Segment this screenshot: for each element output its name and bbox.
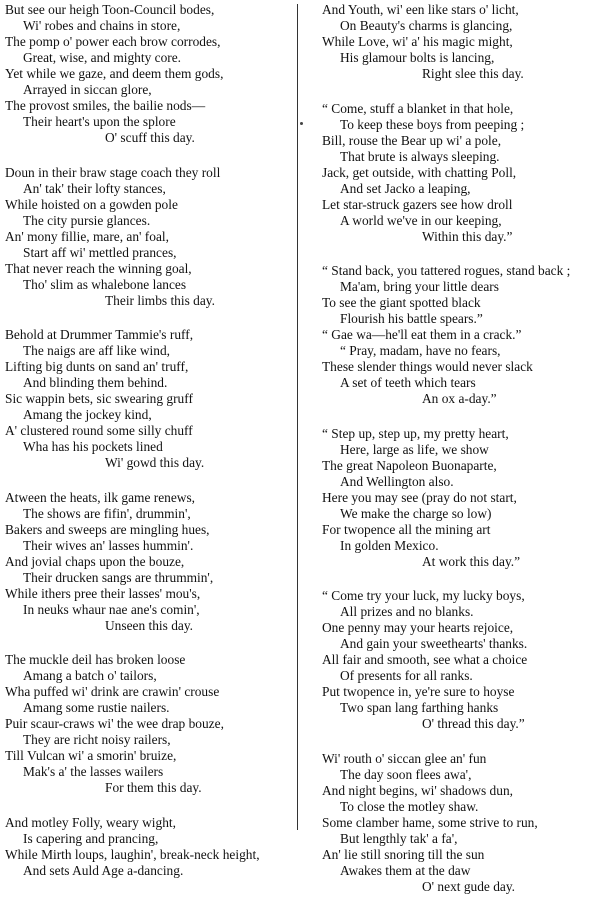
verse-line: Here, large as life, we show <box>340 441 489 457</box>
verse-line: And blinding them behind. <box>23 375 168 390</box>
left-column <box>5 2 285 897</box>
page-speck <box>300 122 303 125</box>
verse-line: Within this day.” <box>422 228 513 244</box>
right-column <box>322 2 596 913</box>
verse-line: Is capering and prancing, <box>23 830 159 846</box>
verse-line: We make the charge so low) <box>340 505 492 521</box>
verse-line: An' lie still snoring till the sun <box>322 846 485 862</box>
stanza <box>322 751 596 895</box>
verse-line: O' scuff this day. <box>105 130 195 145</box>
verse-line: Amang some rustie nailers. <box>23 700 170 715</box>
verse-line: While Mirth loups, laughin', break-neck height, <box>5 846 260 862</box>
verse-line: Here you may see (pray do not start, <box>322 489 517 505</box>
verse-line: To see the giant spotted black <box>322 295 481 310</box>
verse-line: And night begins, wi' shadows dun, <box>322 782 513 798</box>
verse-line: Arrayed in siccan glore, <box>23 82 152 97</box>
verse-line: While hoisted on a gowden pole <box>5 196 178 212</box>
verse-line: Unseen this day. <box>105 617 194 633</box>
verse-line: Bakers and sweeps are mingling hues, <box>5 521 210 537</box>
stanza <box>5 815 285 879</box>
verse-line: The naigs are aff like wind, <box>23 343 170 358</box>
verse-line: In neuks whaur nae ane's comin', <box>23 601 200 617</box>
verse-line: In golden Mexico. <box>340 537 439 553</box>
verse-line: O' next gude day. <box>422 878 516 894</box>
verse-line: All fair and smooth, see what a choice <box>322 652 528 667</box>
verse-line: For twopence all the mining art <box>322 521 491 537</box>
verse-line: Of presents for all ranks. <box>340 668 473 683</box>
verse-line: Start aff wi' mettled prances, <box>23 244 177 260</box>
verse-line: Puir scaur-craws wi' the wee drap bouze, <box>5 716 224 731</box>
verse-line: “ Gae wa—he'll eat them in a crack.” <box>322 327 522 342</box>
verse-line: Wha has his pockets lined <box>23 439 163 454</box>
verse-line: Sic wappin bets, sic swearing gruff <box>5 391 193 406</box>
verse-line: Till Vulcan wi' a smorin' bruize, <box>5 748 177 763</box>
verse-line: At work this day.” <box>422 553 521 569</box>
verse-line: Ma'am, bring your little dears <box>340 279 499 294</box>
verse-line: Lifting big dunts on sand an' truff, <box>5 359 189 374</box>
verse-line: Awakes them at the daw <box>340 862 471 878</box>
verse-line: And motley Folly, weary wight, <box>5 814 176 830</box>
verse-line: The city pursie glances. <box>23 212 151 228</box>
verse-line: While Love, wi' a' his magic might, <box>322 34 513 49</box>
verse-line: To keep these boys from peeping ; <box>340 116 525 132</box>
verse-line: One penny may your hearts rejoice, <box>322 620 514 635</box>
verse-line: And Wellington also. <box>340 473 454 489</box>
verse-line: “ Step up, step up, my pretty heart, <box>322 425 509 441</box>
stanza <box>322 426 596 570</box>
verse-line: “ Come, stuff a blanket in that hole, <box>322 100 514 116</box>
verse-line: Great, wise, and mighty core. <box>23 50 182 65</box>
verse-line: Two span lang farthing hanks <box>340 700 499 715</box>
verse-line: While ithers pree their lasses' mou's, <box>5 585 201 601</box>
verse-line: The provost smiles, the bailie nods— <box>5 98 206 113</box>
verse-line: All prizes and no blanks. <box>340 604 474 619</box>
verse-line: But lengthly tak' a fa', <box>340 830 458 846</box>
verse-line: Amang the jockey kind, <box>23 407 152 422</box>
stanza <box>322 263 596 407</box>
verse-line: Jack, get outside, with chatting Poll, <box>322 164 517 180</box>
stanza <box>5 165 285 309</box>
stanza <box>5 652 285 796</box>
verse-line: That never reach the winning goal, <box>5 260 192 276</box>
verse-line: Put twopence in, ye're sure to hoyse <box>322 684 515 699</box>
verse-line: Mak's a' the lasses wailers <box>23 764 164 779</box>
verse-line: “ Pray, madam, have no fears, <box>340 343 501 358</box>
verse-line: Their wives an' lasses hummin'. <box>23 537 194 553</box>
verse-line: An' mony fillie, mare, an' foal, <box>5 228 169 244</box>
stanza <box>5 490 285 634</box>
verse-line: A set of teeth which tears <box>340 375 476 390</box>
verse-line: Their limbs this day. <box>105 292 215 308</box>
verse-line: An ox a-day.” <box>422 391 497 406</box>
verse-line: Wi' routh o' siccan glee an' fun <box>322 750 487 766</box>
stanza <box>322 2 596 82</box>
verse-line: “ Come try your luck, my lucky boys, <box>322 588 525 603</box>
verse-line: The pomp o' power each brow corrodes, <box>5 34 221 49</box>
verse-line: “ Stand back, you tattered rogues, stand back ; <box>322 263 571 278</box>
verse-line: His glamour bolts is lancing, <box>340 50 495 65</box>
stanza <box>322 588 596 732</box>
verse-line: Bill, rouse the Bear up wi' a pole, <box>322 132 502 148</box>
verse-line: Flourish his battle spears.” <box>340 311 483 326</box>
stanza <box>5 2 285 146</box>
verse-line: That brute is always sleeping. <box>340 148 500 164</box>
verse-line: On Beauty's charms is glancing, <box>340 18 513 33</box>
verse-line: Atween the heats, ilk game renews, <box>5 489 196 505</box>
verse-line: And Youth, wi' een like stars o' licht, <box>322 2 519 17</box>
column-divider <box>297 4 298 830</box>
verse-line: Doun in their braw stage coach they roll <box>5 164 221 180</box>
verse-line: They are richt noisy railers, <box>23 732 171 747</box>
verse-line: Yet while we gaze, and deem them gods, <box>5 66 224 81</box>
verse-line: Their heart's upon the splore <box>23 114 176 129</box>
verse-line: To close the motley shaw. <box>340 798 479 814</box>
verse-line: Their drucken sangs are thrummin', <box>23 569 214 585</box>
verse-line: Wi' gowd this day. <box>105 455 205 470</box>
verse-line: Let star-struck gazers see how droll <box>322 196 513 212</box>
verse-line: And gain your sweethearts' thanks. <box>340 636 528 651</box>
verse-line: But see our heigh Toon-Council bodes, <box>5 2 215 17</box>
verse-line: The muckle deil has broken loose <box>5 652 186 667</box>
verse-line: Wha puffed wi' drink are crawin' crouse <box>5 684 220 699</box>
verse-line: A world we've in our keeping, <box>340 212 502 228</box>
verse-line: Behold at Drummer Tammie's ruff, <box>5 327 194 342</box>
verse-line: O' thread this day.” <box>422 716 525 731</box>
stanza <box>5 327 285 471</box>
verse-line: For them this day. <box>105 780 202 795</box>
verse-line: Amang a batch o' tailors, <box>23 668 157 683</box>
verse-line: Some clamber hame, some strive to run, <box>322 814 538 830</box>
verse-line: And jovial chaps upon the bouze, <box>5 553 185 569</box>
verse-line: And sets Auld Age a-dancing. <box>23 862 184 878</box>
verse-line: The great Napoleon Buonaparte, <box>322 457 497 473</box>
verse-line: These slender things would never slack <box>322 359 533 374</box>
verse-line: The day soon flees awa', <box>340 766 472 782</box>
verse-line: And set Jacko a leaping, <box>340 180 471 196</box>
verse-line: The shows are fifin', drummin', <box>23 505 191 521</box>
verse-line: An' tak' their lofty stances, <box>23 180 166 196</box>
verse-line: A' clustered round some silly chuff <box>5 423 193 438</box>
stanza <box>322 101 596 245</box>
verse-line: Wi' robes and chains in store, <box>23 18 181 33</box>
verse-line: Right slee this day. <box>422 66 524 81</box>
verse-line: Tho' slim as whalebone lances <box>23 276 187 292</box>
